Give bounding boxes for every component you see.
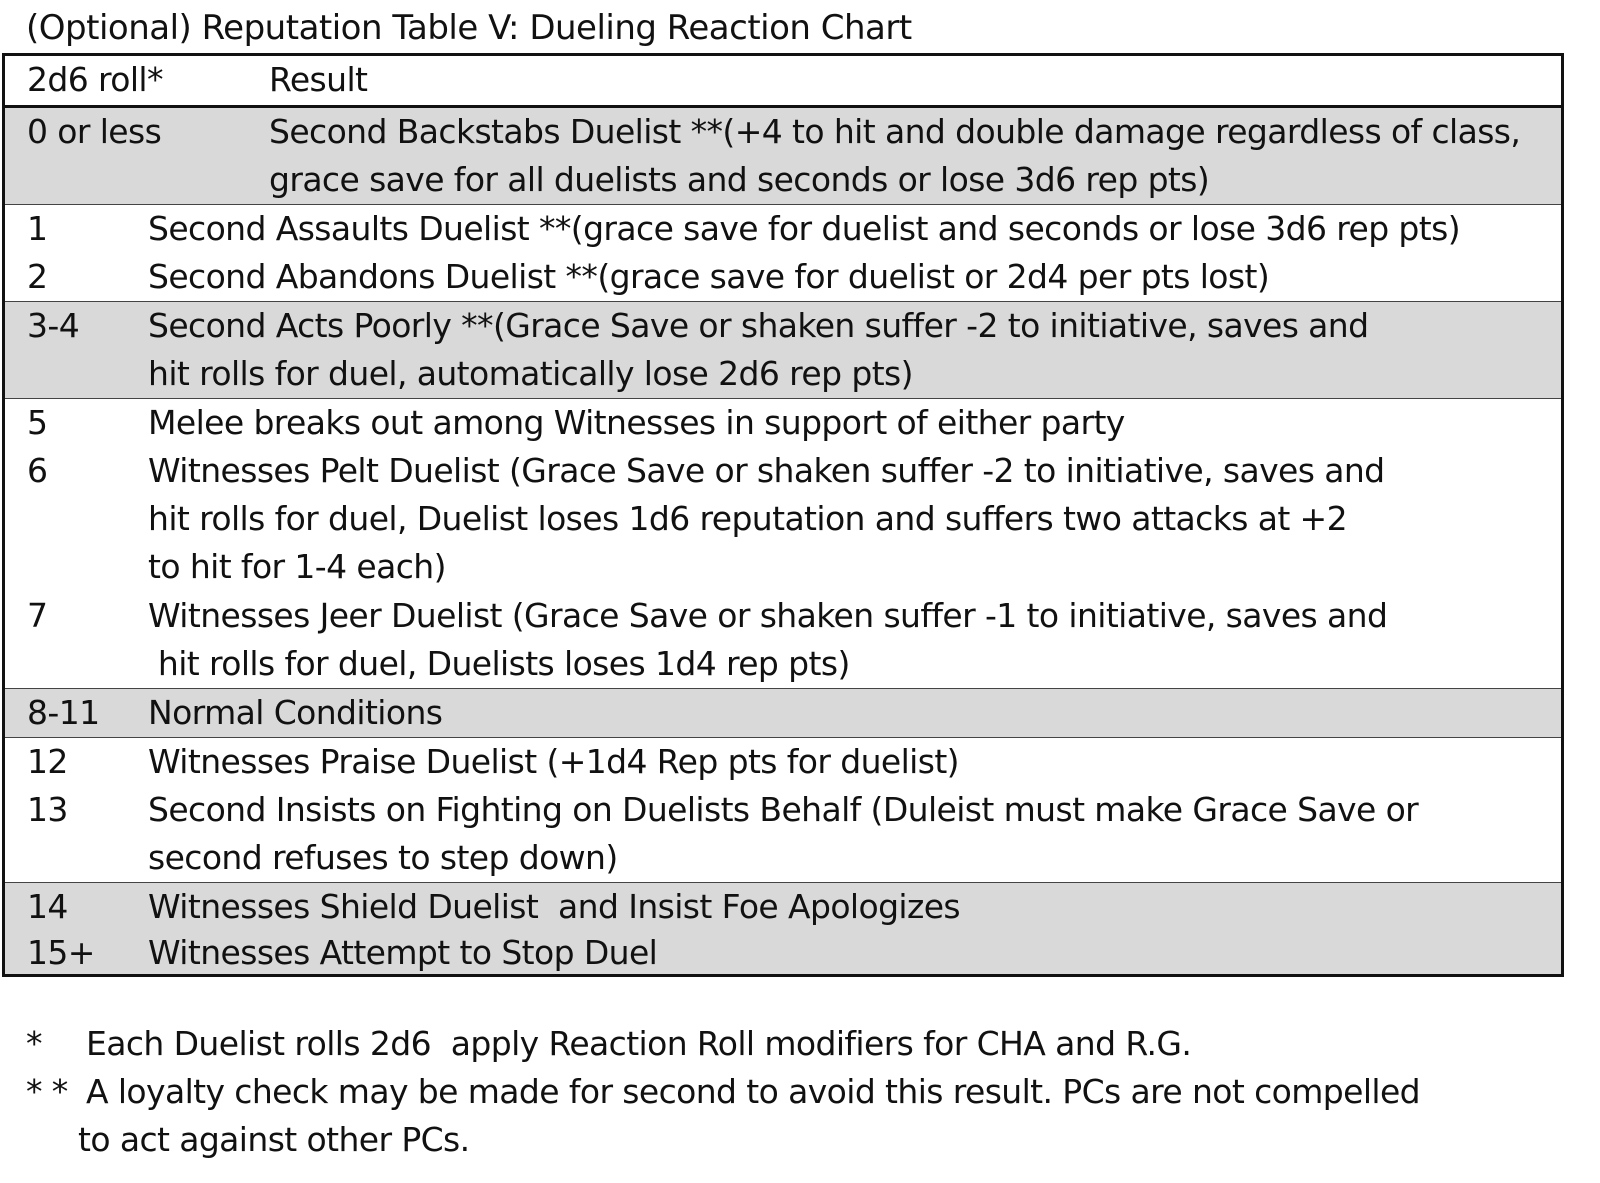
row-roll: 8-11 — [27, 693, 100, 732]
row-roll: 1 — [27, 209, 48, 248]
row-roll: 13 — [27, 790, 68, 829]
header-result: Result — [269, 60, 368, 99]
table-row-continuation — [5, 156, 1561, 204]
row-result: grace save for all duelists and seconds or lose 3d6 rep pts) — [269, 160, 1210, 199]
row-result: Witnesses Attempt to Stop Duel — [148, 933, 658, 972]
row-roll: 2 — [27, 257, 48, 296]
table-row — [5, 689, 1561, 737]
row-result: Second Acts Poorly **(Grace Save or shaken suffer -2 to initiative, saves and — [148, 306, 1369, 345]
table-band-0 — [5, 108, 1561, 205]
footnote-text: to act against other PCs. — [78, 1120, 470, 1159]
table-row-continuation — [5, 834, 1561, 882]
table-band-6 — [5, 883, 1561, 974]
row-roll: 5 — [27, 403, 48, 442]
footnote-text: A loyalty check may be made for second to avoid this result. PCs are not compelled — [86, 1072, 1421, 1111]
table-header — [5, 56, 1561, 108]
table-row — [5, 447, 1561, 495]
row-result: to hit for 1-4 each) — [148, 547, 446, 586]
row-roll: 0 or less — [27, 112, 162, 151]
row-roll: 6 — [27, 451, 48, 490]
table-band-3 — [5, 399, 1561, 689]
row-roll: 15+ — [27, 933, 95, 972]
table-row — [5, 108, 1561, 156]
table-band-4 — [5, 689, 1561, 738]
footnote-mark: * — [26, 1024, 42, 1063]
table-row — [5, 399, 1561, 447]
footnote-mark: * * — [26, 1072, 68, 1111]
row-roll: 3-4 — [27, 306, 80, 345]
row-result: Witnesses Shield Duelist and Insist Foe Apologizes — [148, 887, 961, 926]
row-result: Second Insists on Fighting on Duelists Behalf (Duleist must make Grace Save or — [148, 790, 1419, 829]
table-row-continuation — [5, 495, 1561, 543]
table-row — [5, 738, 1561, 786]
row-roll: 12 — [27, 742, 68, 781]
table-row — [5, 592, 1561, 640]
header-roll: 2d6 roll* — [27, 60, 163, 99]
row-result: Second Backstabs Duelist **(+4 to hit and double damage regardless of class, — [269, 112, 1521, 151]
table-row-continuation — [5, 350, 1561, 398]
row-result: second refuses to step down) — [148, 838, 618, 877]
row-result: Second Abandons Duelist **(grace save for duelist or 2d4 per pts lost) — [148, 257, 1270, 296]
row-result: hit rolls for duel, automatically lose 2d6 rep pts) — [148, 354, 913, 393]
row-result: Witnesses Jeer Duelist (Grace Save or shaken suffer -1 to initiative, saves and — [148, 596, 1388, 635]
row-result: Melee breaks out among Witnesses in support of either party — [148, 403, 1125, 442]
table-band-2 — [5, 302, 1561, 399]
table-row — [5, 883, 1561, 931]
row-result: Normal Conditions — [148, 693, 443, 732]
page-title: (Optional) Reputation Table V: Dueling Reaction Chart — [26, 8, 912, 48]
table-row — [5, 253, 1561, 301]
row-roll: 7 — [27, 596, 48, 635]
table-band-1 — [5, 205, 1561, 302]
table-row — [5, 786, 1561, 834]
row-result: Witnesses Praise Duelist (+1d4 Rep pts for duelist) — [148, 742, 959, 781]
footnote-text: Each Duelist rolls 2d6 apply Reaction Roll modifiers for CHA and R.G. — [86, 1024, 1192, 1063]
row-roll: 14 — [27, 887, 68, 926]
row-result: hit rolls for duel, Duelists loses 1d4 rep pts) — [148, 644, 850, 683]
table-row — [5, 205, 1561, 253]
table-row — [5, 302, 1561, 350]
table-row — [5, 929, 1561, 977]
row-result: Second Assaults Duelist **(grace save for duelist and seconds or lose 3d6 rep pts) — [148, 209, 1460, 248]
table-row-continuation — [5, 640, 1561, 688]
row-result: hit rolls for duel, Duelist loses 1d6 reputation and suffers two attacks at +2 — [148, 499, 1347, 538]
table-row-continuation — [5, 543, 1561, 591]
reaction-table — [2, 53, 1564, 977]
table-band-5 — [5, 738, 1561, 883]
row-result: Witnesses Pelt Duelist (Grace Save or shaken suffer -2 to initiative, saves and — [148, 451, 1385, 490]
